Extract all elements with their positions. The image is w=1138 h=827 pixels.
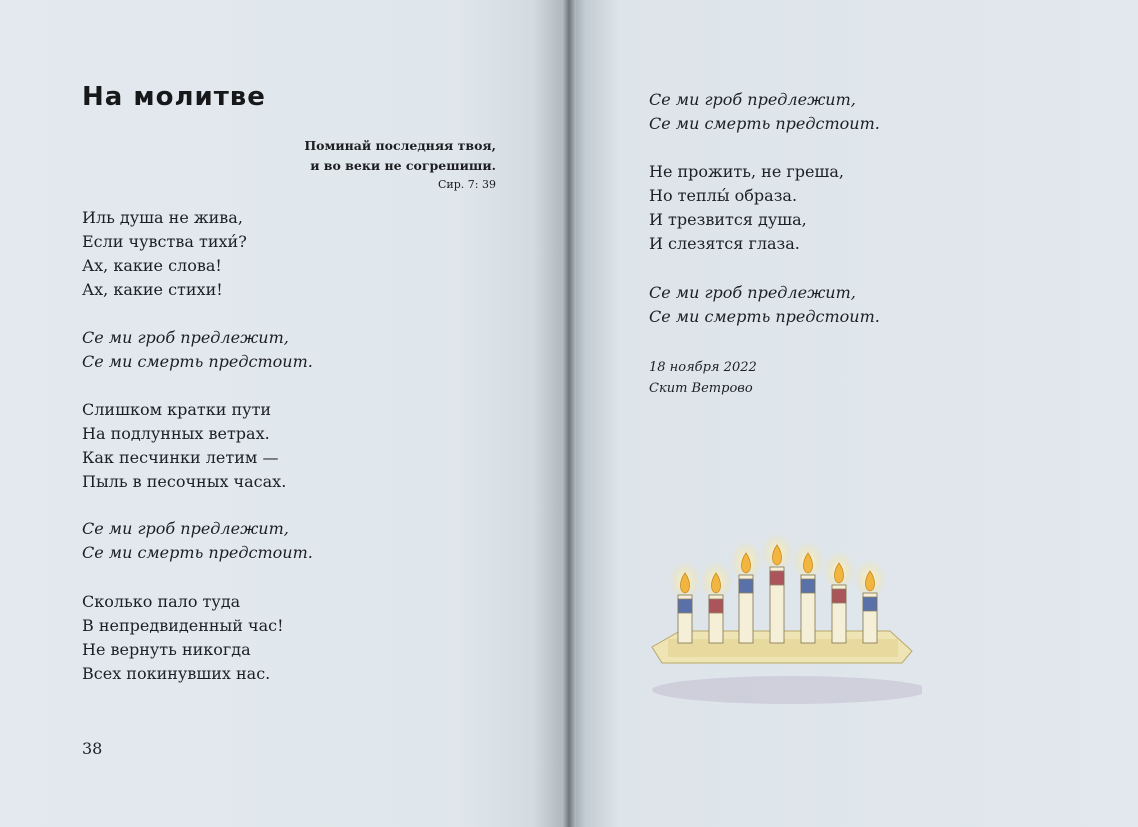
refrain	[649, 88, 880, 136]
verse-line: Се ми гроб предлежит,	[82, 328, 289, 347]
verse-line: На подлунных ветрах.	[82, 424, 270, 443]
verse-line: Иль душа не жива,	[82, 208, 243, 227]
candle-band	[832, 589, 846, 603]
candle-band	[678, 599, 692, 613]
place: Скит Ветрово	[649, 381, 753, 396]
verse-line: Се ми гроб предлежит,	[649, 90, 856, 109]
date: 18 ноября 2022	[649, 360, 757, 375]
stanza	[82, 398, 286, 494]
verse-line: Как песчинки летим —	[82, 448, 279, 467]
verse-line: Не прожить, не греша,	[649, 162, 844, 181]
candle-band	[801, 579, 815, 593]
refrain	[82, 517, 313, 565]
verse-line: Если чувства тихи́?	[82, 232, 247, 251]
verse-line: Пыль в песочных часах.	[82, 472, 287, 491]
verse-line: Се ми смерть предстоит.	[649, 307, 880, 326]
refrain	[82, 326, 313, 374]
verse-line: Слишком кратки пути	[82, 400, 272, 419]
verse-line: Се ми смерть предстоит.	[82, 352, 313, 371]
verse-line: Ах, какие слова!	[82, 256, 222, 275]
candle-band	[739, 579, 753, 593]
candles-icon	[640, 535, 922, 715]
page-number: 38	[82, 739, 103, 758]
verse-line: Всех покинувших нас.	[82, 664, 271, 683]
epigraph-line: Поминай последняя твоя,	[304, 138, 496, 153]
verse-line: Се ми смерть предстоит.	[649, 114, 880, 133]
verse-line: И слезятся глаза.	[649, 234, 800, 253]
stanza	[82, 590, 284, 686]
verse-line: Се ми смерть предстоит.	[82, 543, 313, 562]
epigraph	[230, 136, 496, 194]
stanza	[649, 160, 844, 256]
verse-line: Не вернуть никогда	[82, 640, 251, 659]
book-spine	[562, 0, 576, 827]
verse-line: И трезвится душа,	[649, 210, 807, 229]
refrain	[649, 281, 880, 329]
dateline	[649, 357, 757, 399]
candle-band	[770, 571, 784, 585]
candle-band	[863, 597, 877, 611]
epigraph-line: и во веки не согрешиши.	[310, 158, 496, 173]
verse-line: В непредвиденный час!	[82, 616, 284, 635]
verse-line: Се ми гроб предлежит,	[82, 519, 289, 538]
stanza	[82, 206, 247, 302]
verse-line: Сколько пало туда	[82, 592, 241, 611]
verse-line: Се ми гроб предлежит,	[649, 283, 856, 302]
verse-line: Но теплы́ образа.	[649, 186, 798, 205]
epigraph-reference: Сир. 7: 39	[438, 178, 496, 191]
poem-title: На молитве	[82, 82, 266, 112]
verse-line: Ах, какие стихи!	[82, 280, 223, 299]
candle-band	[709, 599, 723, 613]
